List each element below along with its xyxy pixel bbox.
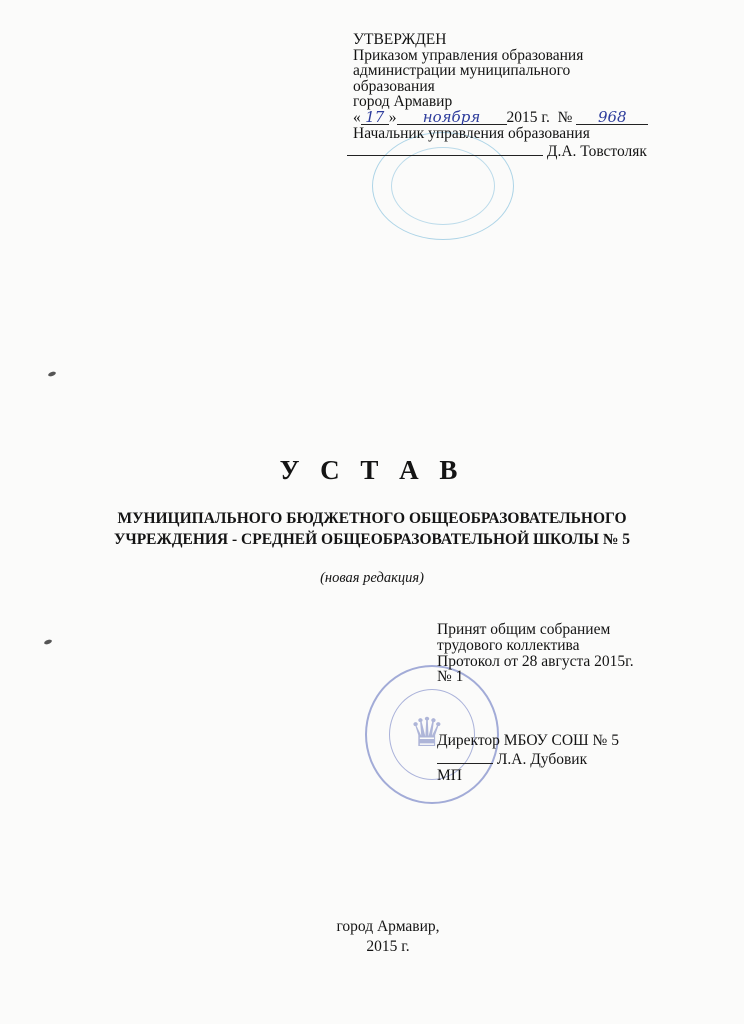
director-signer: Л.А. Дубовик — [496, 750, 588, 768]
document-title: У С Т А В — [279, 455, 465, 485]
coat-of-arms-icon: ♛ — [409, 710, 445, 755]
approval-line: администрации муниципального — [353, 62, 571, 80]
approval-signer: Д.А. Товстоляк — [546, 143, 647, 161]
scan-speck — [44, 639, 53, 645]
document-subtitle: МУНИЦИПАЛЬНОГО БЮДЖЕТНОГО ОБЩЕОБРАЗОВАТЕЛЬНОГО УЧРЕЖДЕНИЯ - СРЕДНЕЙ ОБЩЕОБРАЗОВАТЕЛЬНОЙ ШКОЛЫ № 5 — [113, 510, 631, 548]
approval-signature-line — [347, 141, 733, 160]
approval-line: город Армавир — [353, 93, 453, 111]
adoption-block: Принят общим собранием трудового коллектива Протокол от 28 августа 2015г. № 1 — [437, 621, 634, 686]
signature-blank — [437, 750, 493, 764]
approval-position: Начальник управления образования — [353, 124, 590, 142]
handwritten-month: ноября — [397, 110, 507, 125]
seal-label: МП — [437, 767, 462, 784]
signature-blank — [347, 141, 543, 156]
approval-block — [353, 32, 733, 160]
edition-note: (новая редакция) — [320, 570, 424, 586]
director-title: Директор МБОУ СОШ № 5 — [437, 732, 619, 749]
approval-line: образования — [353, 77, 435, 95]
approval-year: 2015 г. — [506, 108, 550, 126]
director-block — [437, 733, 619, 785]
approval-line: Приказом управления образования — [353, 46, 584, 64]
approval-heading: УТВЕРЖДЕН — [353, 31, 447, 48]
document-footer: город Армавир, 2015 г. — [336, 918, 440, 955]
handwritten-order-number: 968 — [576, 110, 648, 125]
handwritten-day: 17 — [361, 110, 389, 125]
scan-speck — [48, 371, 57, 377]
approval-date-line: « 17 » ноября 2015 г. № 968 — [353, 110, 733, 126]
